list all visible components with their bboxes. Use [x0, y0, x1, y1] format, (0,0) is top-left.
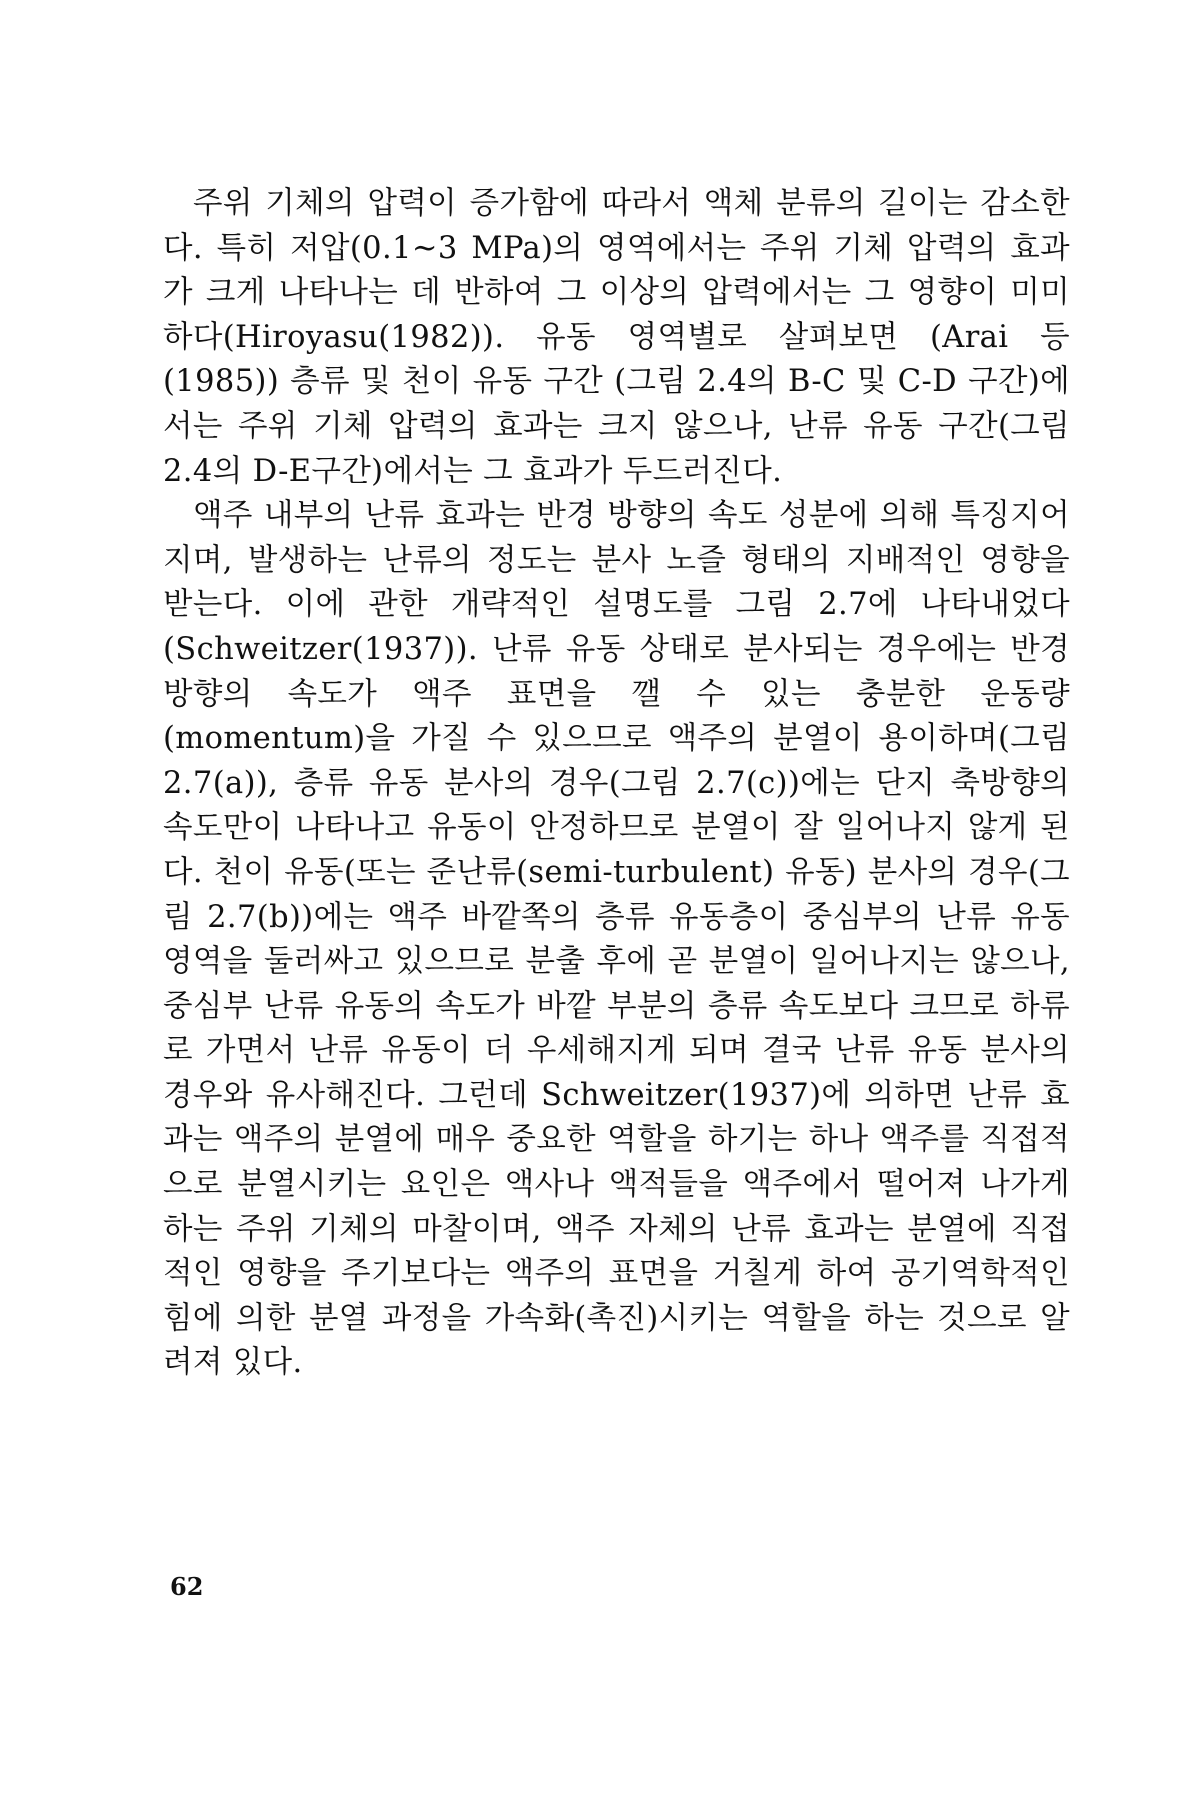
paragraph-1: 주위 기체의 압력이 증가함에 따라서 액체 분류의 길이는 감소한다. 특히 저압(0.1~3 MPa)의 영역에서는 주위 기체 압력의 효과가 크게 나타나는 데 반하여 그 이상의 압력에서는 그 영향이 미미하다(Hiroyasu(1982)). 유동 영역별로 살펴보면 (Arai 등(1985)) 층류 및 천이 유동 구간 (그림 2.4의 B-C 및 C-D 구간)에서는 주위 기체 압력의 효과는 크지 않으나, 난류 유동 구간(그림 2.4의 D-E구간)에서는 그 효과가 두드러진다.: [163, 186, 1070, 489]
page-number: 62: [170, 1572, 204, 1601]
body-text: [163, 182, 1070, 1386]
paragraph-2: 액주 내부의 난류 효과는 반경 방향의 속도 성분에 의해 특징지어지며, 발생하는 난류의 정도는 분사 노즐 형태의 지배적인 영향을 받는다. 이에 관한 개략적인 설명도를 그림 2.7에 나타내었다(Schweitzer(1937)). 난류 유동 상태로 분사되는 경우에는 반경 방향의 속도가 액주 표면을 깰 수 있는 충분한 운동량(momentum)을 가질 수 있으므로 액주의 분열이 용이하며(그림 2.7(a)), 층류 유동 분사의 경우(그림 2.7(c))에는 단지 축방향의 속도만이 나타나고 유동이 안정하므로 분열이 잘 일어나지 않게 된다. 천이 유동(또는 준난류(semi-turbulent) 유동) 분사의 경우(그림 2.7(b))에는 액주 바깥쪽의 층류 유동층이 중심부의 난류 유동 영역을 둘러싸고 있으므로 분출 후에 곧 분열이 일어나지는 않으나, 중심부 난류 유동의 속도가 바깥 부분의 층류 속도보다 크므로 하류로 가면서 난류 유동이 더 우세해지게 되며 결국 난류 유동 분사의 경우와 유사해진다. 그런데 Schweitzer(1937)에 의하면 난류 효과는 액주의 분열에 매우 중요한 역할을 하기는 하나 액주를 직접적으로 분열시키는 요인은 액사나 액적들을 액주에서 떨어져 나가게 하는 주위 기체의 마찰이며, 액주 자체의 난류 효과는 분열에 직접적인 영향을 주기보다는 액주의 표면을 거칠게 하여 공기역학적인 힘에 의한 분열 과정을 가속화(촉진)시키는 역할을 하는 것으로 알려져 있다.: [163, 498, 1070, 1381]
